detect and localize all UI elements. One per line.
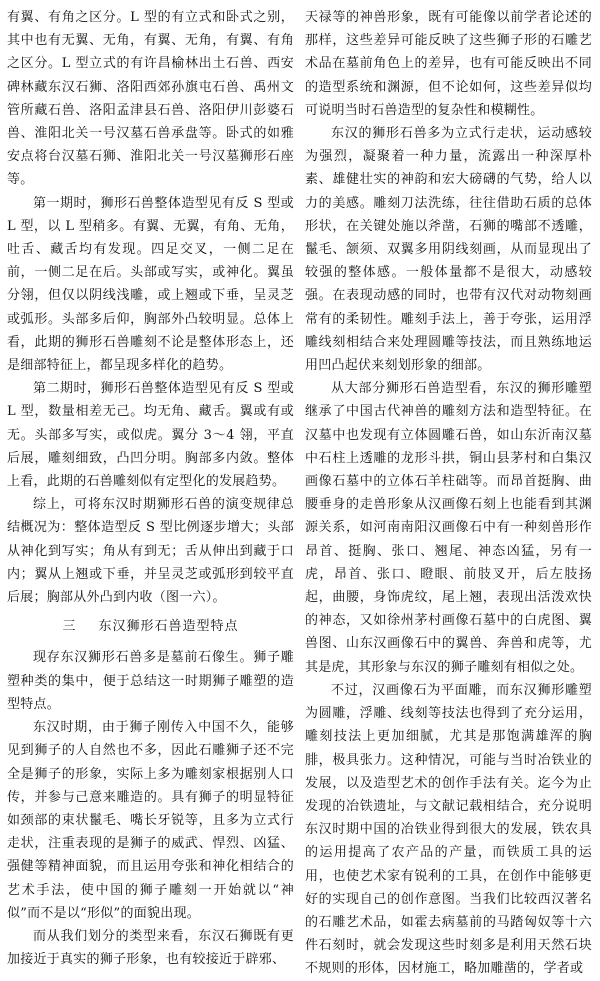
paragraph: 综上，可将东汉时期狮形石兽的演变规律总结概况为：整体造型反 S 型比例逐步增大；头部从神化到写实；角从有到无；舌从伸出到藏于口内；翼从上翘或下垂，并呈灵芝或弧形到较平直后展；胸部从外凸到内收（图一六）。: [7, 497, 294, 606]
paragraph: 天禄等的神兽形象，既有可能像以前学者论述的那样，这些差异可能反映了这些狮子形的石雕艺术品在墓前角色上的差异，也有可能反映出不同的造型系统和渊源，但不论如何，这些差异似均可说明当时石兽造型的复杂性和模糊性。: [305, 10, 592, 118]
paragraph: 第一期时，狮形石兽整体造型见有反 S 型或 L 型，以 L 型稍多。有翼、无翼，有角、无角，吐舌、藏舌均有发现。四足交叉，一侧二足在前，一侧二足在后。头部或写实，或神化。翼虽分翎，但仅以阴线浅雕，或上翘或下垂，呈灵芝或弧形。头部多后仰，胸部外凸较明显。总体上看，此期的狮形石兽雕刻不论是整体形态上，还是细部特征上，都呈现多样化的趋势。: [7, 195, 294, 374]
paragraph: 现存东汉狮形石兽多是墓前石像生。狮子雕塑种类的集中，便于总结这一时期狮子雕塑的造型特点。: [7, 650, 294, 712]
paragraph: 而从我们划分的类型来看，东汉石狮既有更加接近于真实的狮子形象，也有较接近于辟邪、: [7, 928, 294, 968]
section-heading-number: 三: [62, 619, 77, 635]
paragraph: 东汉的狮形石兽多为立式行走状，运动感较为强烈，凝聚着一种力量，流露出一种深厚朴素、雄健壮实的神韵和宏大磅礴的气势，给人以力的美感。雕刻刀法洗练，往往借助石质的总体形状，在关键处施以斧凿，石狮的嘴部不透雕，鬣毛、颔须、双翼多用阴线刻画，从而显现出了较强的整体感。一般体量都不是很大，动感较强。在表现动感的同时，也带有汉代对动物刻画常有的柔韧性。雕刻手法上，善于夸张，运用浮雕线刻相结合来处理圆雕等技法，而且熟练地运用凹凸起伏来刻划形象的细部。: [305, 126, 592, 374]
paragraph: 第二期时，狮形石兽整体造型见有反 S 型或 L 型，数量相差无己。均无角、藏舌。翼或有或无。头部多写实，或似虎。翼分 3～4 翎，平直后展，雕刻细致，凸凹分明。胸部多内敛。整体上看，此期的石兽雕刻似有定型化的发展趋势。: [7, 381, 294, 490]
left-column: [7, 6, 294, 968]
paragraph: 从大部分狮形石兽造型看，东汉的狮形雕塑继承了中国古代神兽的雕刻方法和造型特征。在汉墓中也发现有立体圆雕石兽，如山东沂南汉墓中石柱上透雕的龙形斗拱，铜山县茅村和白集汉画像石墓中的立体石羊柱础等。而昂首挺胸、曲腰垂身的走兽形象从汉画像石刻上也能看到其渊源关系，如河南南阳汉画像石中有一种刻兽形作昂首、挺胸、张口、翘尾、神态凶猛，另有一虎，昂首、张口、瞪眼、前肢叉开，后左肢扬起，曲腰，身饰虎纹，尾上翘，表现出活泼欢快的神态，又如徐州茅村画像石墓中的白虎图、翼兽图、山东汉画像石中的翼兽、奔兽和虎等，尤其是虎，其形象与东汉的狮子雕刻有相似之处。: [305, 381, 592, 675]
paragraph: 不过，汉画像石为平面雕，而东汉狮形雕塑为圆雕，浮雕、线刻等技法也得到了充分运用，雕刻技法上更加细腻，尤其是那饱满雄浑的胸腓，极具张力。这种情况，可能与当时冶铁业的发展，以及造型艺术的创作手法有关。迄今为止发现的冶铁遗址，与文献记载相结合，充分说明东汉时期中国的冶铁业得到很大的发展，铁农具的运用提高了农产品的产量，而铁质工具的运用，也使艺术家有锐利的工具，在创作中能够更好的实现自己的创作意图。当我们比较西汉著名的石雕艺术品，如霍去病墓前的马踏匈奴等十六件石刻时，就会发现这些时刻多是利用天然石块不规则的形体，因材施工，略加雕凿的，学者或: [305, 682, 592, 977]
section-heading-text: 东汉狮形石兽造型特点: [98, 619, 239, 635]
right-column: [305, 6, 592, 977]
section-heading: [7, 609, 294, 646]
paragraph: 东汉时期，由于狮子刚传入中国不久，能够见到狮子的人自然也不多，因此石雕狮子还不完全是狮子的形象，实际上多为雕刻家根据别人口传，并参与己意来雕造的。具有狮子的明显特征如颈部的束状鬣毛、嘴长牙锐等，且多为立式行走状，注重表现的是狮子的威武、悍烈、凶猛、强健等精神面貌，而且运用夸张和神化相结合的艺术手法，使中国的狮子雕刻一开始就以“神似”而不是以“形似”的面貌出现。: [7, 720, 294, 921]
paragraph: 有翼、有角之区分。L 型的有立式和卧式之别，其中也有无翼、无角，有翼、无角，有翼、有角之区分。L 型立式的有许昌榆林出土石兽、西安碑林藏东汉石狮、洛阳西郊孙旗屯石兽、禹州文管所藏石兽、洛阳孟津县石兽、洛阳伊川彭婆石兽、淮阳北关一号汉墓石兽承盘等。卧式的如雅安点将台汉墓石狮、淮阳北关一号汉墓狮形石座等。: [7, 10, 294, 188]
